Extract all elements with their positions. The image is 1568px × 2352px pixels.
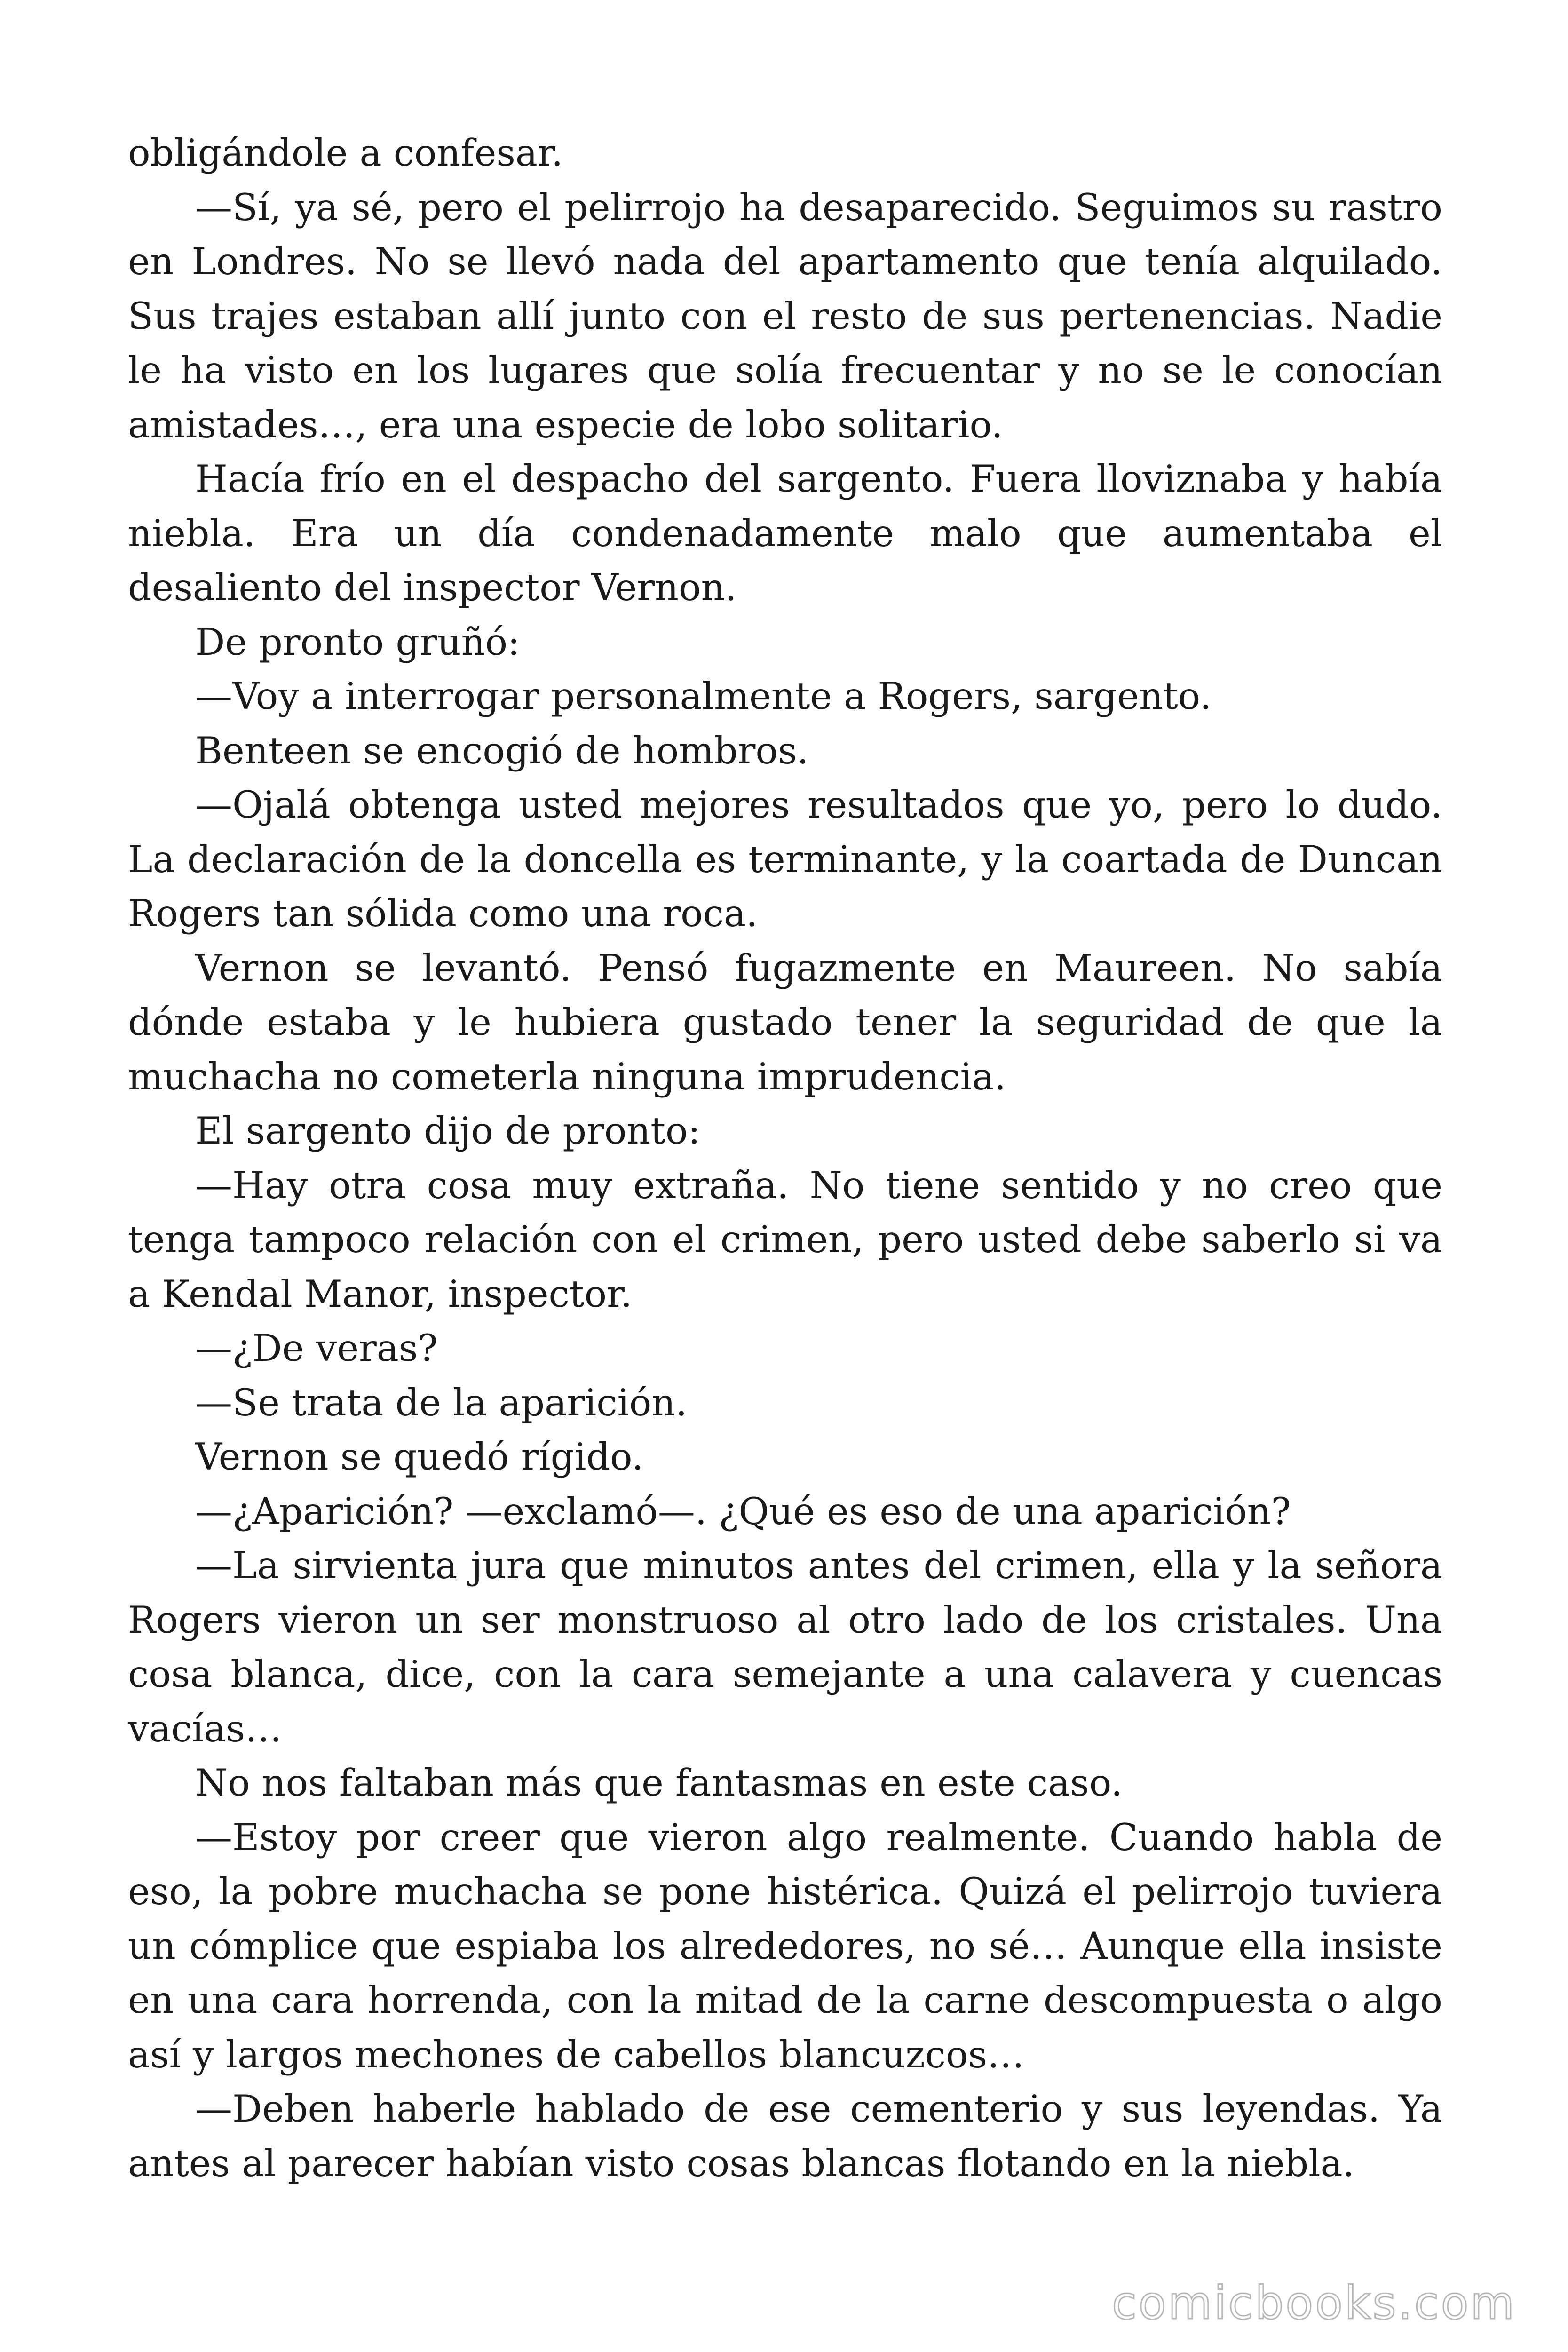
paragraph: Vernon se levantó. Pensó fugazmente en Maureen. No sabía dónde estaba y le hubiera gustado tener la seguridad de que la muchacha no cometerla ninguna imprudencia. xyxy=(128,946,1442,1098)
paragraph: Hacía frío en el despacho del sargento. Fuera lloviznaba y había niebla. Era un día condenadamente malo que aumentaba el desaliento del inspector Vernon. xyxy=(128,457,1442,609)
paragraph: —Se trata de la aparición. xyxy=(195,1381,688,1424)
body-text xyxy=(128,126,1442,2191)
paragraph: —Ojalá obtenga usted mejores resultados que yo, pero lo dudo. La declaración de la doncella es terminante, y la coartada de Duncan Rogers tan sólida como una roca. xyxy=(128,783,1442,935)
paragraph: —Sí, ya sé, pero el pelirrojo ha desaparecido. Seguimos su rastro en Londres. No se llevó nada del apartamento que tenía alquilado. Sus trajes estaban allí junto con el resto de sus pertenencias. Nadie le ha visto en los lugares que solía frecuentar y no se le conocían amistades…, era una especie de lobo solitario. xyxy=(128,185,1442,446)
paragraph: Benteen se encogió de hombros. xyxy=(195,729,809,772)
paragraph: —¿De veras? xyxy=(195,1327,438,1370)
paragraph: —La sirvienta jura que minutos antes del crimen, ella y la señora Rogers vieron un ser monstruoso al otro lado de los cristales. Una cosa blanca, dice, con la cara semejante a una calavera y cuencas vacías… xyxy=(128,1544,1442,1750)
paragraph: —¿Aparición? —exclamó—. ¿Qué es eso de una aparición? xyxy=(195,1489,1291,1533)
paragraph: —Voy a interrogar personalmente a Rogers, sargento. xyxy=(195,675,1212,718)
paragraph: obligándole a confesar. xyxy=(128,131,563,175)
paragraph: —Deben haberle hablado de ese cementerio y sus leyendas. Ya antes al parecer habían visto cosas blancas flotando en la niebla. xyxy=(128,2087,1442,2185)
watermark: comicbooks.com xyxy=(1111,2277,1516,2329)
paragraph: No nos faltaban más que fantasmas en este caso. xyxy=(195,1761,1123,1804)
paragraph: El sargento dijo de pronto: xyxy=(195,1109,701,1152)
paragraph: De pronto gruñó: xyxy=(195,620,520,664)
paragraph: —Hay otra cosa muy extraña. No tiene sentido y no creo que tenga tampoco relación con el crimen, pero usted debe saberlo si va a Kendal Manor, inspector. xyxy=(128,1163,1442,1316)
paragraph: Vernon se quedó rígido. xyxy=(195,1435,644,1478)
paragraph: —Estoy por creer que vieron algo realmente. Cuando habla de eso, la pobre muchacha se pone histérica. Quizá el pelirrojo tuviera un cómplice que espiaba los alrededores, no sé… Aunque ella insiste en una cara horrenda, con la mitad de la carne descompuesta o algo así y largos mechones de cabellos blancuzcos… xyxy=(128,1815,1442,2076)
